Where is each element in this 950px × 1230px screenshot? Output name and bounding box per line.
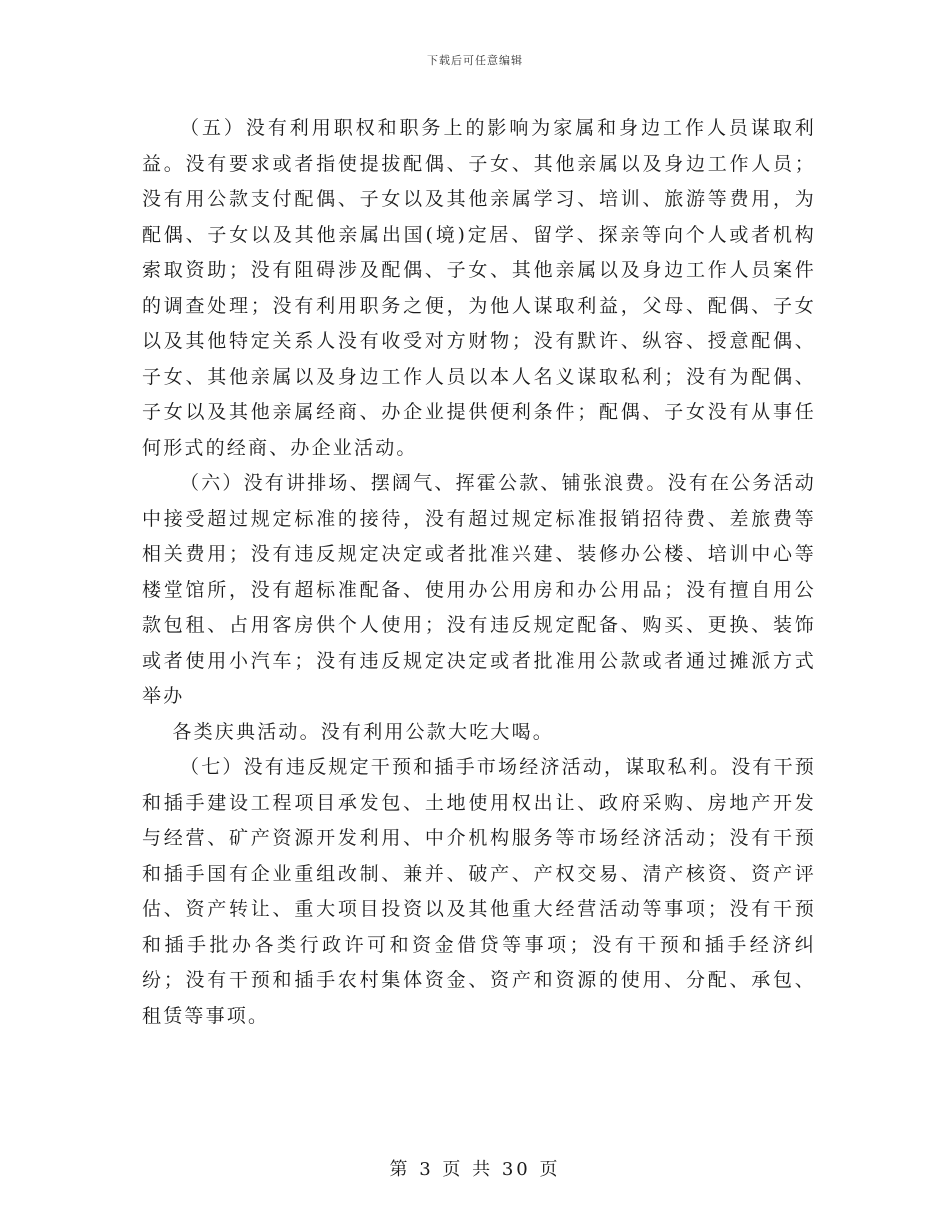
- document-body: [142, 111, 816, 1034]
- page-number: 第 3 页 共 30 页: [389, 1159, 561, 1180]
- paragraph-six: （六）没有讲排场、摆阔气、挥霍公款、铺张浪费。没有在公务活动中接受超过规定标准的接待，没有超过规定标准报销招待费、差旅费等相关费用；没有违反规定决定或者批准兴建、装修办公楼、培训中心等楼堂馆所，没有超标准配备、使用办公用房和办公用品；没有擅自用公款包租、占用客房供个人使用；没有违反规定配备、购买、更换、装饰或者使用小汽车；没有违反规定决定或者批准用公款或者通过摊派方式举办: [142, 472, 817, 707]
- paragraph-seven: （七）没有违反规定干预和插手市场经济活动，谋取私利。没有干预和插手建设工程项目承发包、土地使用权出让、政府采购、房地产开发与经营、矿产资源开发利用、中介机构服务等市场经济活动；没有干预和插手国有企业重组改制、兼并、破产、产权交易、清产核资、资产评估、资产转让、重大项目投资以及其他重大经营活动等事项；没有干预和插手批办各类行政许可和资金借贷等事项；没有干预和插手经济纠纷；没有干预和插手农村集体资金、资产和资源的使用、分配、承包、租赁等事项。: [142, 756, 817, 1027]
- paragraph-five: （五）没有利用职权和职务上的影响为家属和身边工作人员谋取利益。没有要求或者指使提拔配偶、子女、其他亲属以及身边工作人员；没有用公款支付配偶、子女以及其他亲属学习、培训、旅游等费用，为配偶、子女以及其他亲属出国(境)定居、留学、探亲等向个人或者机构索取资助；没有阻碍涉及配偶、子女、其他亲属以及身边工作人员案件的调查处理；没有利用职务之便，为他人谋取利益，父母、配偶、子女以及其他特定关系人没有收受对方财物；没有默许、纵容、授意配偶、子女、其他亲属以及身边工作人员以本人名义谋取私利；没有为配偶、子女以及其他亲属经商、办企业提供便利条件；配偶、子女没有从事任何形式的经商、办企业活动。: [142, 117, 816, 459]
- header-note: 下载后可任意编辑: [427, 54, 523, 67]
- paragraph-six-continued: 各类庆典活动。没有利用公款大吃大喝。: [172, 720, 554, 743]
